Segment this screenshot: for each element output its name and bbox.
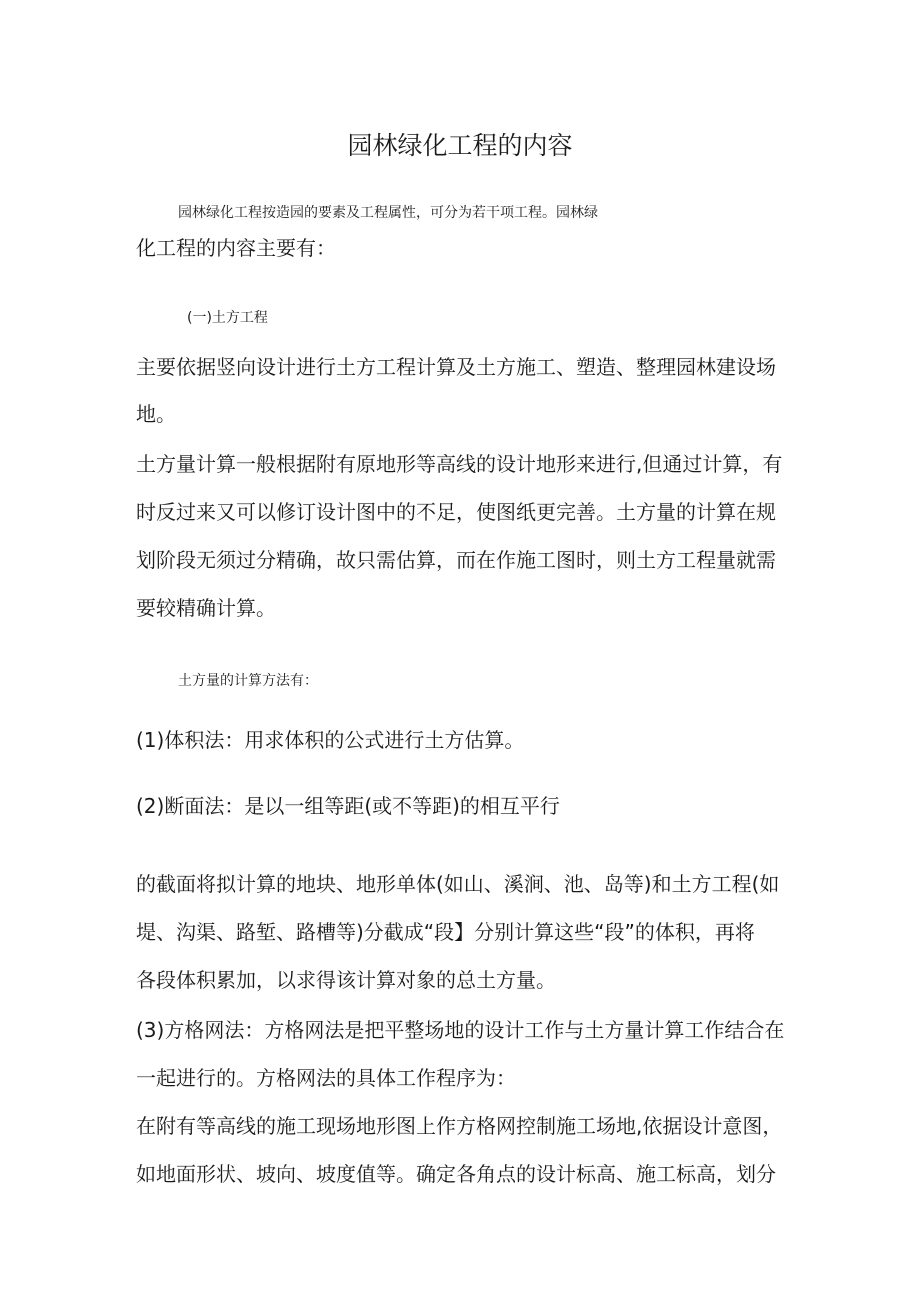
paragraph-2-line-1: 土方量计算一般根据附有原地形等高线的设计地形来进行,但通过计算，有 [136, 452, 783, 476]
document-title: 园林绿化工程的内容 [347, 131, 573, 160]
method-3-line-1: (3)方格网法：方格网法是把平整场地的设计工作与土方量计算工作结合在 [136, 1018, 785, 1042]
paragraph-1-line-2: 地。 [136, 402, 176, 426]
paragraph-2-line-3: 划阶段无须过分精确，故只需估算，而在作施工图时，则土方工程量就需 [136, 548, 776, 572]
paragraph-3-line-2: 堤、沟渠、路堑、路槽等)分截成“段】分别计算这些“段”的体积，再将 [136, 920, 755, 944]
paragraph-1-line-1: 主要依据竖向设计进行土方工程计算及土方施工、塑造、整理园林建设场 [136, 355, 776, 379]
paragraph-3-line-1: 的截面将拟计算的地块、地形单体(如山、溪涧、池、岛等)和土方工程(如 [136, 872, 780, 896]
method-3-line-2: 一起进行的。方格网法的具体工作程序为： [136, 1066, 516, 1090]
paragraph-4-line-1: 在附有等高线的施工现场地形图上作方格网控制施工场地,依据设计意图， [136, 1114, 783, 1138]
section-heading-earthwork: (一)土方工程 [187, 310, 268, 326]
paragraph-2-line-4: 要较精确计算。 [136, 596, 276, 620]
paragraph-3-line-3: 各段体积累加，以求得该计算对象的总土方量。 [136, 968, 556, 992]
paragraph-4-line-2: 如地面形状、坡向、坡度值等。确定各角点的设计标高、施工标高，划分 [136, 1162, 776, 1186]
paragraph-2-line-2: 时反过来又可以修订设计图中的不足，使图纸更完善。土方量的计算在规 [136, 500, 776, 524]
methods-heading: 土方量的计算方法有： [178, 673, 318, 689]
intro-line-1: 园林绿化工程按造园的要素及工程属性，可分为若干项工程。园林绿 [178, 205, 598, 221]
method-2-section: (2)断面法：是以一组等距(或不等距)的相互平行 [136, 794, 560, 818]
intro-line-2: 化工程的内容主要有： [136, 236, 336, 260]
method-1-volume: (1)体积法：用求体积的公式进行土方估算。 [136, 728, 525, 752]
